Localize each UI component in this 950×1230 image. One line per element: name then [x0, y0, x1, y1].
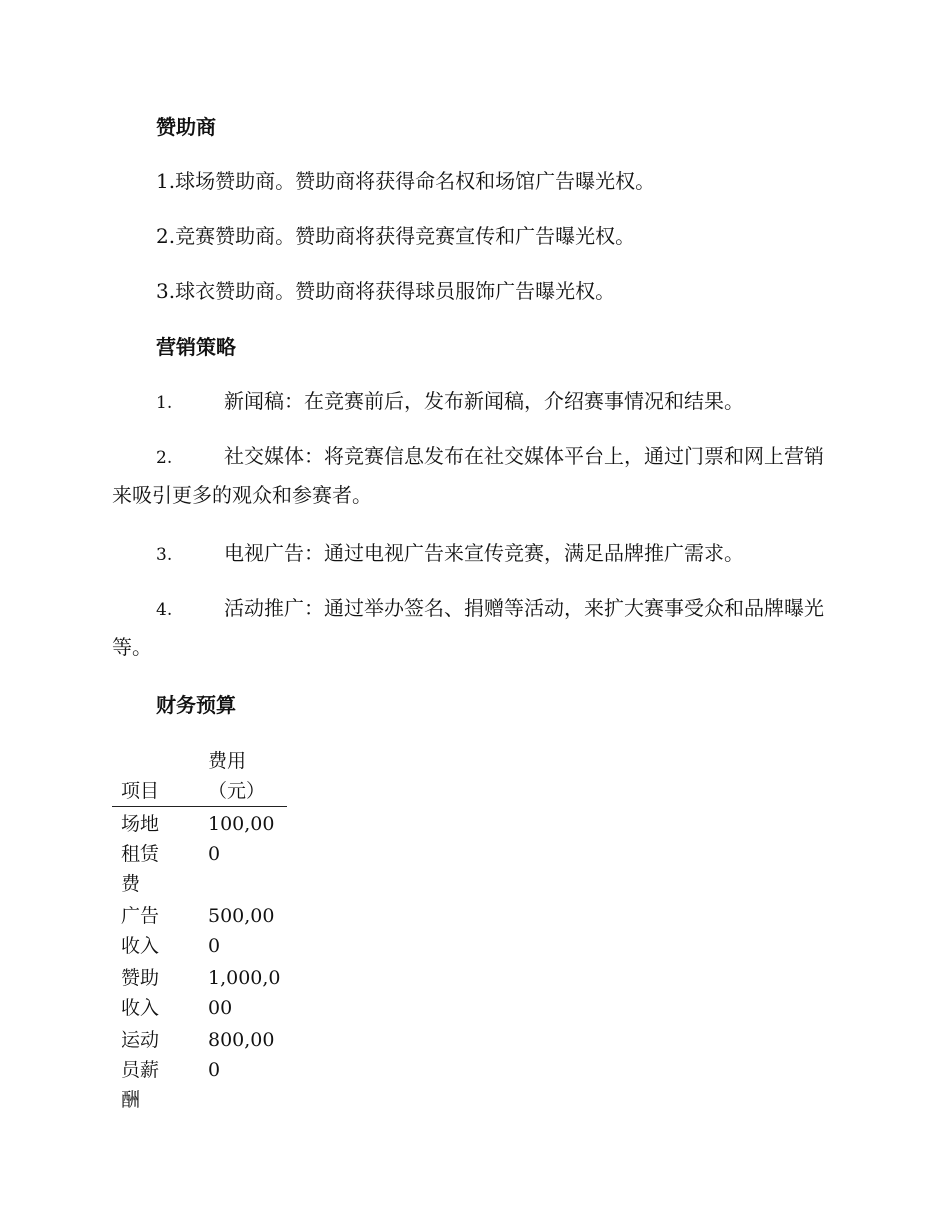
sponsor-item-3: 3.球衣赞助商。赞助商将获得球员服饰广告曝光权。	[156, 279, 616, 303]
marketing-item-number: 2.	[156, 448, 173, 468]
marketing-item-number: 3.	[156, 545, 173, 565]
row-item-name: 场地租赁费	[121, 813, 160, 895]
table-header-row	[112, 746, 287, 807]
marketing-heading: 营销策略	[156, 335, 236, 359]
marketing-item-1	[112, 383, 834, 422]
marketing-item-4	[112, 590, 834, 666]
marketing-item-number: 1.	[156, 393, 173, 413]
sponsor-item-2: 2.竞赛赞助商。赞助商将获得竞赛宣传和广告曝光权。	[156, 224, 636, 248]
table-row	[112, 961, 287, 1023]
marketing-item-text: 电视广告：通过电视广告来宣传竞赛，满足品牌推广需求。	[224, 541, 744, 565]
row-item-name: 运动员薪酬	[121, 1029, 160, 1111]
header-item: 项目	[121, 780, 160, 802]
header-cost: 费用（元）	[208, 750, 266, 802]
marketing-item-2	[112, 438, 834, 514]
budget-heading: 财务预算	[156, 693, 236, 717]
sponsor-item-1: 1.球场赞助商。赞助商将获得命名权和场馆广告曝光权。	[156, 169, 656, 193]
marketing-item-text: 新闻稿：在竞赛前后，发布新闻稿，介绍赛事情况和结果。	[224, 389, 744, 413]
table-row	[112, 1023, 287, 1115]
marketing-item-text: 社交媒体：将竞赛信息发布在社交媒体平台上，通过门票和网上营销来吸引更多的观众和参赛者。	[112, 444, 824, 507]
marketing-item-3	[112, 535, 834, 574]
row-item-cost: 1,000,000	[208, 967, 281, 1019]
table-row	[112, 899, 287, 961]
marketing-item-number: 4.	[156, 600, 173, 620]
table-row	[112, 807, 287, 900]
row-item-cost: 500,000	[208, 905, 275, 957]
row-item-cost: 800,000	[208, 1029, 275, 1081]
marketing-item-text: 活动推广：通过举办签名、捐赠等活动，来扩大赛事受众和品牌曝光等。	[112, 596, 824, 659]
row-item-name: 广告收入	[121, 905, 160, 957]
row-item-cost: 100,000	[208, 813, 275, 865]
budget-table	[112, 746, 287, 1115]
row-item-name: 赞助收入	[121, 967, 160, 1019]
sponsors-heading: 赞助商	[156, 115, 216, 139]
